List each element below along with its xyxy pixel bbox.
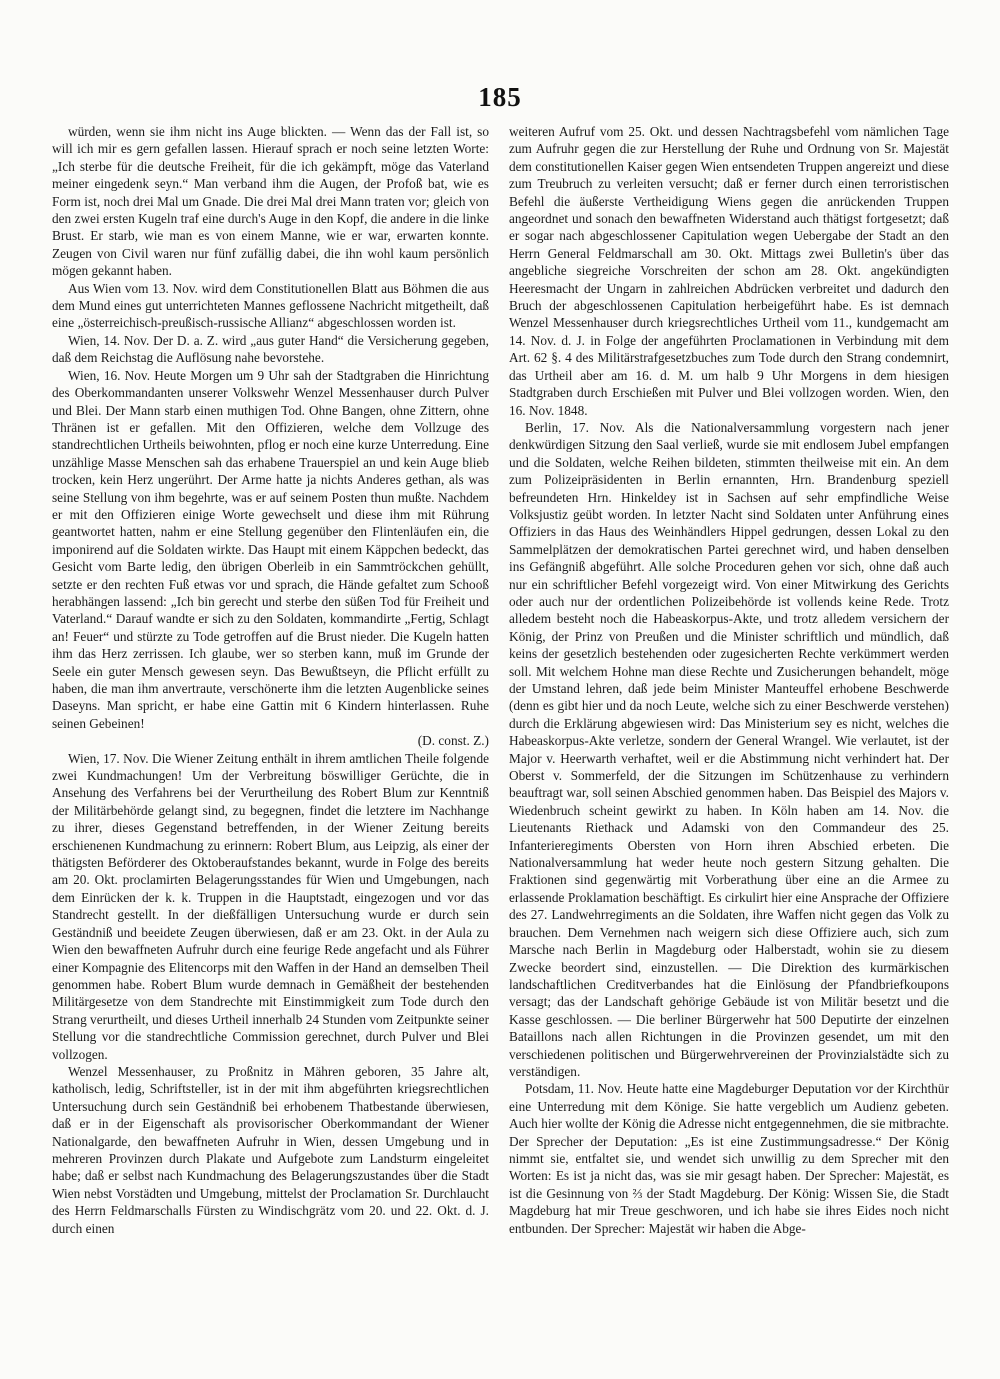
article-paragraph: Berlin, 17. Nov. Als die Nationalversammlung vorgestern nach jener denkwürdigen Sitzung den Saal verließ, wurde sie mit endlosem Jubel empfangen und die Soldaten, welche Reihen bildeten, stimmten theilweise mit ein. An dem zum Polizeipräsidenten in Berlin ernannten, Hrn. Brandenburg speziell befreundeten Hrn. Hinkeldey ist in Sachsen auf sehr empfindliche Weise Volksjustiz geübt worden. In letzter Nacht sind Soldaten unter Anführung eines Offiziers in das Haus des Weinhändlers Hippel gedrungen, dessen Lokal zu den Sammelplätzen der demokratischen Partei gerechnet wird, und haben denselben ins Gefängniß abgeführt. Alle solche Proceduren gehen vor sich, ohne daß auch nur ein schriftlicher Befehl vorgezeigt wird. Von einer Mitwirkung des Gerichts oder auch nur der ordentlichen Polizeibehörde ist vollends keine Rede. Trotz alledem besteht noch die Habeaskorpus-Akte, und trotz alledem versichern der König, der Prinz von Preußen und die Minister schriftlich und mündlich, daß keins der gesetzlich bestehenden oder zugesicherten Rechte verkümmert werden soll. Mit welchem Hohne man diese Rechte und Zusicherungen behandelt, möge der Umstand lehren, daß jede beim Minister Manteuffel erhobene Beschwerde (denn es gibt hier und da noch Leute, welche sich zu einer Beschwerde verstehen) durch die Erklärung abgewiesen wird: Das Ministerium sey es nicht, welches die Habeaskorpus-Akte verletze, sondern der General Wrangel. Wie verlautet, ist der Major v. Heerwarth verhaftet, weil er die Abstimmung nicht verhindert hat. Der Oberst v. Sommerfeld, der die Sitzungen im Schützenhause zu verhindern beauftragt war, soll seinen Abschied genommen haben. Das Beispiel des Majors v. Wiedenbruch scheint gewirkt zu haben. In Köln haben am 14. Nov. die Lieutenants Riethack und Adamski von den Commandeur des 25. Infanterieregiments Obersten von Horn ihren Abschied erbeten. Die Nationalversammlung hat weder heute noch gestern Sitzung gehalten. Die Fraktionen sind gegenwärtig mit Vorberathung über eine an die Armee zu erlassende Proklamation beschäftigt. Es cirkulirt hier eine Ansprache der Offiziere des 27. Landwehrregiments an die Soldaten, ihre Waffen nicht gegen das Volk zu brauchen. Dem Vernehmen nach weigern sich diese Offiziere auch, sich zum Marsche nach Berlin in Magdeburg oder Halberstadt, wohin sie zu diesem Zwecke beordert sind, einzustellen. — Die Direktion des kurmärkischen landschaftlichen Creditverbandes hat die Einlösung der Pfandbriefkoupons versagt; das der Landschaft gehörige Gebäude ist von Militär besetzt und die Kasse geschlossen. — Die berliner Bürgerwehr hat 500 Deputirte der einzelnen Bataillons nach allen Richtungen in die Provinzen gesendet, um mit den verschiedenen politischen und Bürgerwehrvereinen der Provinzialstädte sich zu verständigen. — [509, 419, 949, 1079]
article-paragraph: Wenzel Messenhauser, zu Proßnitz in Mähren geboren, 35 Jahre alt, katholisch, ledig, Schriftsteller, ist in der mit ihm abgeführten kriegsrechtlichen Untersuchung durch sein Geständniß bei erhobenem Thatbestande überwiesen, daß er in der Eigenschaft als provisorischer Oberkommandant der Wiener Nationalgarde, den bewaffneten Aufruhr in Wien, dessen Umgebung und in mehreren Provinzen durch Plakate und Aufgebote zum Landsturm eingeleitet habe; daß er selbst nach Kundmachung des Belagerungszustandes über die Stadt Wien nebst Vorstädten und Umgebung, mittelst der Proclamation Sr. Durchlaucht des Herrn Feldmarschalls Fürsten zu Windischgrätz vom 20. und 22. Okt. d. J. durch einen — [52, 1063, 489, 1236]
article-paragraph: Wien, 14. Nov. Der D. a. Z. wird „aus guter Hand“ die Versicherung gegeben, daß dem Reichstag die Auflösung nahe bevorstehe. — [52, 332, 489, 366]
article-paragraph: weiteren Aufruf vom 25. Okt. und dessen Nachtragsbefehl vom nämlichen Tage zum Aufruhr gegen die zur Herstellung der Ruhe und Ordnung von Sr. Majestät dem constitutionellen Kaiser gegen Wien entsendeten Truppen angereizt und diese zum Treubruch zu verleiten versucht; daß er ferner durch einen terroristischen Befehl die äußerste Vertheidigung Wiens gegen die anrückenden Truppen angeordnet und sonach den bewaffneten Widerstand auch thätigst fortgesetzt; daß er sogar nach abgeschlossener Capitulation wegen Uebergabe der Stadt an den Herrn General Feldmarschall am 30. Okt. Mittags zwei Bulletin's über das angebliche siegreiche Vorschreiten der schon am 28. Okt. angekündigten Heeresmacht der Ungarn in zahlreichen Abdrücken verbreitet und dadurch den Bruch der abgeschlossenen Capitulation herbeigeführt habe. Es ist demnach Wenzel Messenhauser durch kriegsrechtliches Urtheil vom 11., kundgemacht am 14. Nov. d. J. in Folge der angeführten Proclamationen in Verbindung mit dem Art. 62 §. 4 des Militärstrafgesetzbuches zum Tode durch den Strang condemnirt, das Urtheil aber am 16. d. M. um halb 9 Uhr Morgens in dem hiesigen Stadtgraben durch Erschießen mit Pulver und Blei vollzogen worden. Wien, den 16. Nov. 1848. — [509, 124, 949, 418]
page-number: 185 — [478, 82, 522, 112]
source-signature: (D. const. Z.) — [417, 733, 489, 749]
article-paragraph: Wien, 16. Nov. Heute Morgen um 9 Uhr sah der Stadtgraben die Hinrichtung des Oberkommandanten unserer Volkswehr Wenzel Messenhauser durch Pulver und Blei. Der Mann starb einen muthigen Tod. Ohne Bangen, ohne Zittern, ohne Thränen ist er gefallen. Mit den Offizieren, welche dem Vollzuge des standrechtlichen Urtheils beiwohnten, pflog er noch eine kurze Unterredung. Eine unzählige Masse Menschen sah das erhabene Trauerspiel an und kein Auge blieb trocken, kein Herz ungerührt. Der Arme hatte ja nichts Anderes gethan, als was seine Stellung von ihm begehrte, was er auf seinem Posten thun mußte. Nachdem er mit den Offizieren einige Worte gewechselt und diese ihm mit Rührung geantwortet hatten, nahm er eine Stellung gegenüber den Flintenläufen ein, die imponirend auf die Soldaten wirkte. Das Haupt mit einem Käppchen bedeckt, das Gesicht vom Barte ledig, den übrigen Oberleib in ein Sammtröckchen gehüllt, setzte er den rechten Fuß etwas vor und sprach, die Hände gefaltet zum Schooß herabhängen lassend: „Ich bin gerecht und sterbe den süßen Tod für Freiheit und Vaterland.“ Darauf wandte er sich zu den Soldaten, kommandirte „Fertig, Schlagt an! Feuer“ und stürzte zu Tode getroffen auf die Brust nieder. Die Kugeln hatten ihm das Herz zerrissen. Ich glaube, wer so sterben kann, muß im Grunde der Seele ein guter Mensch gewesen seyn. Das Bewußtseyn, die Pflicht erfüllt zu haben, die man ihm anvertraute, verschönerte ihm die letzten Augenblicke seines Daseyns. Man spricht, er habe eine Gattin mit 6 Kindern hinterlassen. Ruhe seinen Gebeinen! — [52, 367, 489, 731]
article-paragraph: Potsdam, 11. Nov. Heute hatte eine Magdeburger Deputation vor der Kirchthür eine Unterredung mit dem Könige. Sie hatte vergeblich um Audienz gebeten. Auch hier wollte der König die Adresse nicht entgegennehmen, die sie mitbrachte. Der Sprecher der Deputation: „Es ist eine Zustimmungsadresse.“ Der König nimmt sie, entfaltet sie, und wendet sich unwillig zu dem Sprecher mit den Worten: Es ist ja nicht das, was sie mir gesagt haben. Der Sprecher: Majestät, es ist die Gesinnung von ⅔ der Stadt Magdeburg. Der König: Wissen Sie, die Stadt Magdeburg hat mir Treue geschworen, und ich habe sie ihres Eides noch nicht entbunden. Der Sprecher: Majestät wir haben die Abge- — [509, 1081, 949, 1236]
right-column — [509, 123, 949, 1237]
left-column — [52, 123, 489, 1237]
article-paragraph: Wien, 17. Nov. Die Wiener Zeitung enthält in ihrem amtlichen Theile folgende zwei Kundmachungen! Um der Verbreitung böswilliger Gerüchte, die in Ansehung des Verfahrens bei der Verurtheilung des Robert Blum zur Kenntniß der Militärbehörde gelangt sind, zu begegnen, findet die letztere im Nachhange zu ihrer, dieses Gegenstand betreffenden, in der Wiener Zeitung bereits erschienenen Kundmachung zu erinnern: Robert Blum, aus Leipzig, als einer der thätigsten Beförderer des Oktoberaufstandes bekannt, wurde in Folge des bereits am 20. Okt. proclamirten Belagerungsstandes für Wien und Umgebungen, nach dem Einrücken der k. k. Truppen in die Hauptstadt, eingezogen und vor das Standrecht gestellt. In der dießfälligen Untersuchung wurde er durch sein Geständniß und beeidete Zeugen überwiesen, daß er am 23. Okt. in der Aula zu Wien den bewaffneten Aufruhr durch eine feurige Rede angefacht und als Führer einer Kompagnie des Elitencorps mit den Waffen in der Hand an demselben Theil genommen habe. Robert Blum wurde demnach in Gemäßheit der bestehenden Militärgesetze von dem Standrechte mit Einstimmigkeit zum Tode durch den Strang verurtheilt, und dieses Urtheil innerhalb 24 Stunden vom Zeitpunkte seiner Stellung vor die standrechtliche Commission gerechnet, durch Pulver und Blei vollzogen. — [52, 750, 489, 1062]
article-paragraph: würden, wenn sie ihm nicht ins Auge blickten. — Wenn das der Fall ist, so will ich mir es gern gefallen lassen. Hierauf sprach er noch seine letzten Worte: „Ich sterbe für die deutsche Freiheit, für die ich gekämpft, möge das Vaterland meiner eingedenk seyn.“ Man verband ihm die Augen, der Profoß bat, wie es Form ist, noch drei Mal um Gnade. Die drei Mal drei Mann traten vor; gleich von den zwei ersten Kugeln traf eine durch's Auge in den Kopf, die andere in die linke Brust. Er starb, wie man es von einem Manne, wie er war, erwarten konnte. Zeugen von Civil waren nur fünf zufällig dabei, die ihn wohl kaum persönlich mögen gekannt haben. — [52, 124, 489, 279]
article-paragraph: Aus Wien vom 13. Nov. wird dem Constitutionellen Blatt aus Böhmen die aus dem Mund eines gut unterrichteten Mannes geflossene Nachricht mitgetheilt, daß eine „österreichisch-preußisch-russische Allianz“ abgeschlossen worden ist. — [52, 280, 489, 331]
